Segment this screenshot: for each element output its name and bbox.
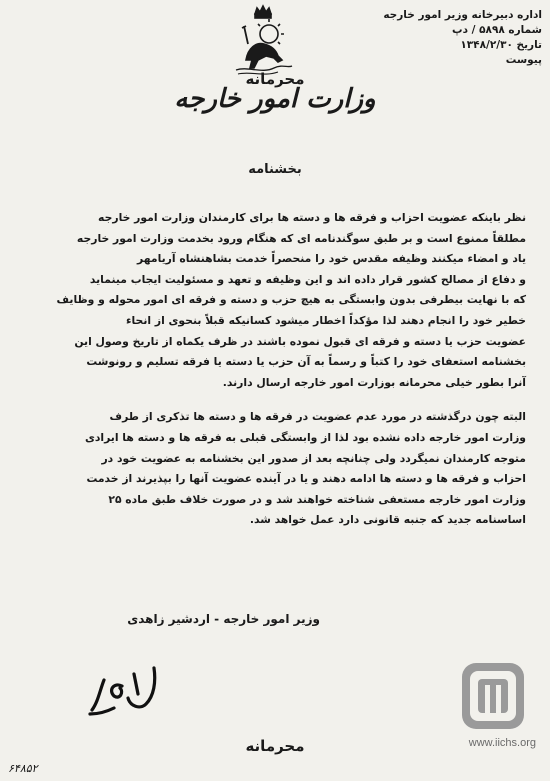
body-line: نظر باینکه عضویت احزاب و فرقه ها و دسته ها برای کارمندان وزارت امور خارجه: [98, 211, 526, 224]
document-heading: بخشنامه: [248, 162, 302, 177]
handwritten-archive-number: ۶۴۸۵۲: [8, 762, 38, 775]
body-line: که با نهایت بیطرفی بدون وابستگی به هیچ حزب و دسته و فرقه ای امور محوله و وظایف: [56, 293, 526, 307]
document-metadata: [383, 8, 542, 68]
body-line: متوجه کارمندان نمیگردد ولی چنانچه بعد از صدور این بخشنامه به عضویت خود در: [101, 451, 526, 465]
body-line: البته چون درگذشته در مورد عدم عضویت در فرقه ها و دسته ها تذکری از طرف: [109, 410, 526, 424]
lion-and-sun-emblem-icon: [228, 4, 298, 78]
date-line: تاریخ ۱۳۴۸/۲/۳۰: [460, 39, 542, 51]
handwritten-signature: [84, 660, 174, 722]
signature-line: وزیر امور خارجه - اردشیر زاهدی: [127, 612, 320, 626]
archive-url[interactable]: www.iichs.org: [468, 737, 536, 749]
body-line: یاد و امضاء میکنند وظیفه مقدس خود را منحصراً خدمت بشاهنشاه آریامهر: [137, 252, 526, 266]
body-line: مطلقاً ممنوع است و بر طبق سوگندنامه ای که هنگام ورود بخدمت وزارت امور خارجه: [76, 231, 526, 245]
classification-stamp-bottom: محرمانه: [245, 737, 305, 755]
number-line: شماره ۵۸۹۸ / دپ: [452, 24, 542, 36]
body-line: آنرا بطور خیلی محرمانه بوزارت امور خارجه ارسال دارند.: [222, 375, 526, 389]
ministry-title: وزارت امور خارجه: [174, 84, 376, 114]
body-line: عضویت حزب یا دسته و فرقه ای قبول نموده باشند در ظرف یکماه از تاریخ وصول این: [74, 334, 526, 348]
body-line: خطیر خود را انجام دهند لذا مؤکداً اخطار میشود کسانیکه قبلاً بنحوی از انحاء: [125, 313, 526, 327]
classification-stamp-top: محرمانه: [245, 70, 305, 88]
body-line: وزارت امور خارجه داده نشده بود لذا از وابستگی قبلی به فرقه ها و دسته ها ایرادی: [84, 430, 526, 444]
office-line: اداره دبیرخانه وزیر امور خارجه: [383, 9, 542, 21]
body-line: اساسنامه جدید که جنبه قانونی دارد عمل خواهد شد.: [249, 513, 526, 527]
letter-body: [18, 208, 526, 531]
paragraph-2: [18, 407, 526, 531]
archive-logo-icon: [460, 655, 526, 733]
body-line: وزارت امور خارجه مستعفی شناخته خواهند شد و در صورت خلاف طبق ماده ۲۵: [108, 492, 526, 506]
attachment-line: پیوست: [505, 54, 542, 66]
paragraph-1: [18, 208, 526, 393]
body-line: احزاب و فرقه ها و دسته ها ادامه دهند و یا در آینده عضویت آنها را بپذیرند از خدمت: [86, 472, 526, 486]
body-line: بخشنامه استعفای خود را کتباً و رسماً به آن حزب یا دسته یا فرقه تسلیم و رونوشت: [86, 355, 526, 369]
body-line: و دفاع از مصالح کشور قرار داده اند و این وظیفه و تعهد و مسئولیت ایجاب مینماید: [89, 272, 526, 286]
